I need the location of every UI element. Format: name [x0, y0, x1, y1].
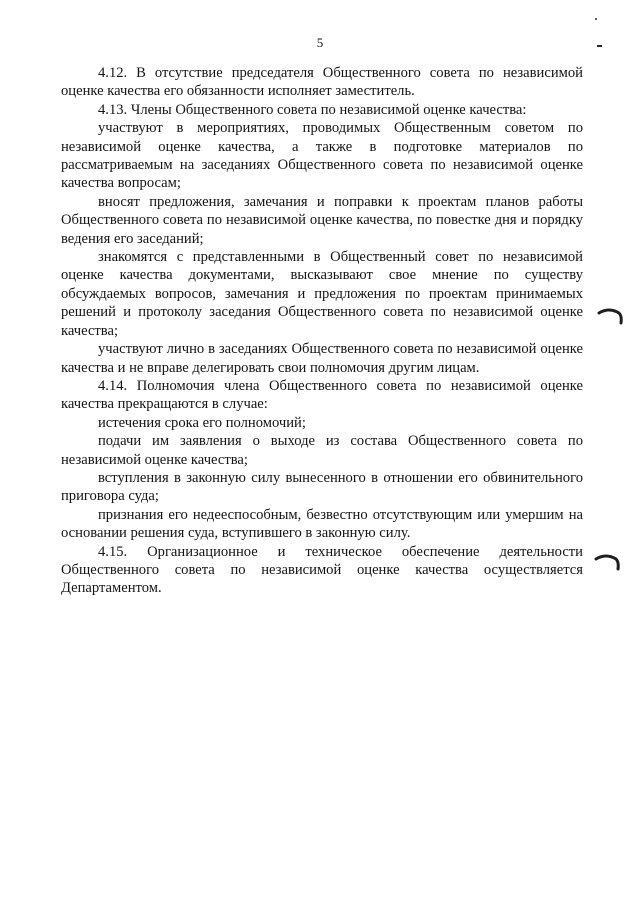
- paragraph-4-14-item-expiry: истечения срока его полномочий;: [98, 414, 306, 431]
- punch-hole-mark-lower: [594, 553, 622, 571]
- paragraph-4-13: 4.13. Члены Общественного совета по независимой оценке качества:: [98, 101, 527, 118]
- scan-dash-mark: [597, 45, 602, 47]
- document-body: [61, 64, 583, 598]
- paragraph-4-14-item-conviction: вступления в законную силу вынесенного в отношении его обвинительного приговора суда;: [61, 469, 583, 505]
- paragraph-4-13-item-proposals: вносят предложения, замечания и поправки к проектам планов работы Общественного совета по независимой оценке качества, по повестке дня и порядку ведения его заседаний;: [61, 193, 583, 247]
- paragraph-4-13-item-participate: участвуют в мероприятиях, проводимых Общественным советом по независимой оценке качества, а также в подготовке материалов по рассматриваемым на заседаниях Общественного совета по независимой оценке качества вопросам;: [61, 120, 583, 192]
- paragraph-4-15: 4.15. Организационное и техническое обеспечение деятельности Общественного совета по независимой оценке качества осуществляется Департаментом.: [61, 543, 583, 597]
- scan-dot-mark: [595, 18, 597, 20]
- paragraph-4-13-item-personal: участвуют лично в заседаниях Общественного совета по независимой оценке качества и не вправе делегировать свои полномочия другим лицам.: [61, 341, 583, 376]
- page-number: 5: [316, 35, 324, 50]
- punch-hole-mark-upper: [597, 307, 625, 325]
- paragraph-4-14-item-resignation: подачи им заявления о выходе из состава Общественного совета по независимой оценке качества;: [61, 433, 583, 468]
- paragraph-4-14: 4.14. Полномочия члена Общественного совета по независимой оценке качества прекращаются в случае:: [61, 377, 583, 413]
- paragraph-4-13-item-documents: знакомятся с представленными в Общественный совет по независимой оценке качества документами, высказывают свое мнение по существу обсуждаемых вопросов, замечания и предложения по проектам принимаемых решений и протоколу заседания Общественного совета по независимой оценке качества;: [61, 249, 583, 339]
- paragraph-4-14-item-incapacity: признания его недееспособным, безвестно отсутствующим или умершим на основании решения суда, вступившего в законную силу.: [61, 506, 583, 542]
- paragraph-4-12: 4.12. В отсутствие председателя Общественного совета по независимой оценке качества его обязанности исполняет заместитель.: [61, 65, 583, 100]
